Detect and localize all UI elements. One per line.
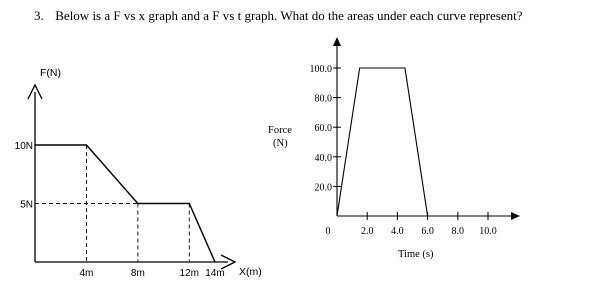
chart2-xlabel: Time (s) — [398, 249, 434, 260]
chart2-y-tick-label: 40.0 — [314, 152, 332, 164]
chart1-x-tick-label: 12m — [179, 268, 200, 279]
chart2-ylabel-line2: (N) — [273, 138, 288, 149]
chart1-y-tick-label: 5N — [20, 199, 33, 211]
chart1-ylabel: F(N) — [40, 67, 61, 79]
chart2-series-line — [337, 68, 428, 216]
chart2-x-tick-label: 8.0 — [451, 226, 465, 237]
chart2-y-tick-label: 100.0 — [309, 64, 332, 75]
chart2-y-tick-label: 60.0 — [314, 123, 332, 135]
chart2-x-axis-arrow — [511, 212, 520, 220]
chart2-y-tick-label: 20.0 — [314, 182, 332, 194]
chart2-ylabel-line1: Force — [268, 125, 292, 136]
chart1-x-tick-label: 14m — [205, 268, 225, 279]
chart2-y-tick-labels — [310, 64, 333, 193]
chart1-y-tick-label: 10N — [14, 141, 33, 152]
chart2-x-tick-label: 2.0 — [360, 226, 374, 237]
question-number: 3. — [34, 8, 44, 23]
chart2-x-tick-label: 0 — [325, 226, 331, 237]
chart2-y-axis-arrow — [333, 37, 341, 46]
chart2-x-tick-label: 6.0 — [421, 226, 434, 237]
question-text: Below is a F vs x graph and a F vs t graph. What do the areas under each curve represent? — [55, 8, 523, 23]
chart1-xlabel: X(m) — [239, 266, 262, 278]
chart1-x-tick-label: 8m — [130, 268, 145, 279]
chart2-x-tick-label: 10.0 — [479, 226, 497, 237]
chart2-y-tick-label: 80.0 — [314, 93, 332, 105]
chart2-x-tick-label: 4.0 — [391, 226, 404, 237]
chart1-x-tick-label: 4m — [79, 268, 94, 279]
chart2-x-tick-labels — [326, 226, 497, 237]
